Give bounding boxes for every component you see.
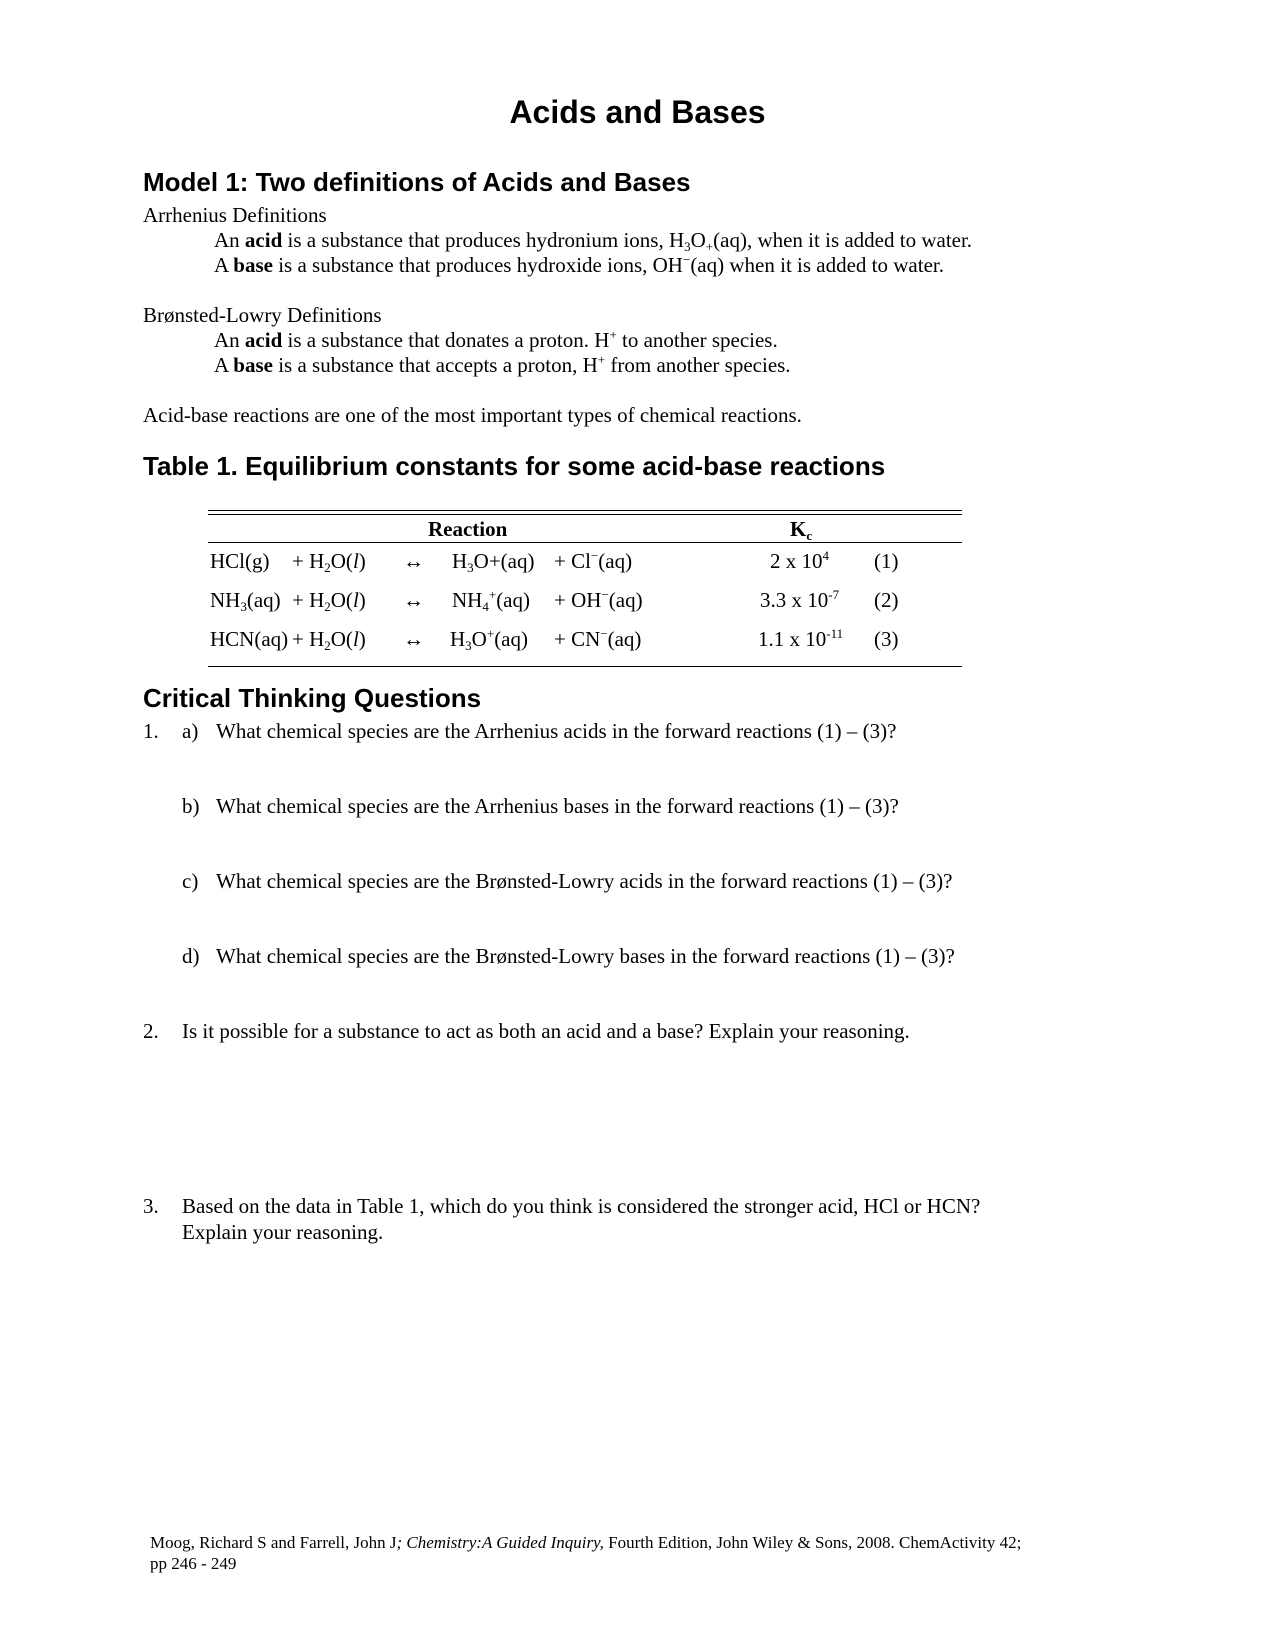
table-rule	[208, 510, 962, 511]
question-part-label: b)	[182, 794, 200, 818]
question-part-label: a)	[182, 719, 199, 743]
product-2: + Cl−(aq)	[554, 548, 633, 573]
question-text: What chemical species are the Arrhenius acids in the forward reactions (1) – (3)?	[216, 719, 897, 743]
bronsted-acid-definition: An acid is a substance that donates a proton. H+ to another species.	[214, 327, 778, 352]
question-number: 1.	[143, 719, 159, 743]
model-note: Acid-base reactions are one of the most important types of chemical reactions.	[143, 403, 802, 427]
reaction-number: (1)	[874, 549, 899, 573]
arrhenius-acid-definition: An acid is a substance that produces hydronium ions, $H_3O_+(aq)$, when it is added to water.	[214, 228, 973, 254]
table-rule	[208, 666, 962, 667]
citation-pages: pp 246 - 249	[150, 1554, 237, 1573]
reactant-2: + $H_2O(l)$	[292, 549, 366, 575]
reactant-1: $NH_3(aq)$	[210, 588, 281, 614]
column-header-k: $K_c$	[790, 517, 813, 543]
question-text: What chemical species are the Brønsted-Lowry acids in the forward reactions (1) – (3)?	[216, 869, 953, 893]
reaction-number: (3)	[874, 627, 899, 651]
product-1: $NH_4^+(aq)$	[452, 587, 530, 614]
question-number: 2.	[143, 1019, 159, 1043]
k-value: 2 x $10^4$	[770, 548, 829, 573]
column-header-reaction: Reaction	[428, 517, 508, 541]
product-1: $H_3O^+(aq)$	[450, 626, 528, 653]
product-1: $H_3O+(aq)$	[452, 549, 535, 575]
question-part-label: c)	[182, 869, 199, 893]
model-heading: Model 1: Two definitions of Acids and Bases	[143, 167, 691, 197]
k-value: 3.3 x $10^{-7}$	[760, 587, 840, 612]
reaction-number: (2)	[874, 588, 899, 612]
k-value: 1.1 x $10^{-11}$	[758, 626, 844, 651]
questions-heading: Critical Thinking Questions	[143, 683, 482, 713]
table-rule	[208, 514, 962, 515]
question-text: What chemical species are the Arrhenius bases in the forward reactions (1) – (3)?	[216, 794, 899, 818]
reactant-1: HCl(g)	[210, 549, 270, 573]
arrow: ↔	[403, 627, 424, 651]
bronsted-heading: Brønsted-Lowry Definitions	[143, 303, 382, 327]
citation-rest: Fourth Edition, John Wiley & Sons, 2008. ChemActivity 42;	[603, 1533, 1022, 1552]
question-text: Based on the data in Table 1, which do you think is considered the stronger acid, HCl or HCN?	[182, 1194, 981, 1218]
page-title: Acids and Bases	[509, 94, 766, 130]
question-part-label: d)	[182, 944, 200, 968]
table-caption: Table 1. Equilibrium constants for some acid-base reactions	[143, 451, 886, 481]
product-2: + OH−(aq)	[554, 587, 643, 612]
arrow: ↔	[403, 549, 424, 573]
product-2: + CN−(aq)	[554, 626, 642, 651]
citation-book: ; Chemistry:A Guided Inquiry,	[396, 1533, 604, 1552]
question-text: Explain your reasoning.	[182, 1220, 384, 1244]
arrhenius-heading: Arrhenius Definitions	[143, 203, 327, 227]
bronsted-base-definition: A base is a substance that accepts a proton, H+ from another species.	[214, 352, 791, 377]
question-text: Is it possible for a substance to act as both an acid and a base? Explain your reasoning.	[182, 1019, 910, 1043]
reactant-2: + $H_2O(l)$	[292, 627, 366, 653]
reactant-2: + $H_2O(l)$	[292, 588, 366, 614]
arrow: ↔	[403, 588, 424, 612]
question-text: What chemical species are the Brønsted-Lowry bases in the forward reactions (1) – (3)?	[216, 944, 955, 968]
citation-authors: Moog, Richard S and Farrell, John J	[150, 1533, 397, 1552]
reactant-1: HCN(aq)	[210, 627, 289, 651]
citation-footer	[150, 1532, 1130, 1574]
question-number: 3.	[143, 1194, 159, 1218]
table-rule	[208, 542, 962, 543]
arrhenius-base-definition: A base is a substance that produces hydroxide ions, OH−(aq) when it is added to water.	[214, 252, 944, 277]
